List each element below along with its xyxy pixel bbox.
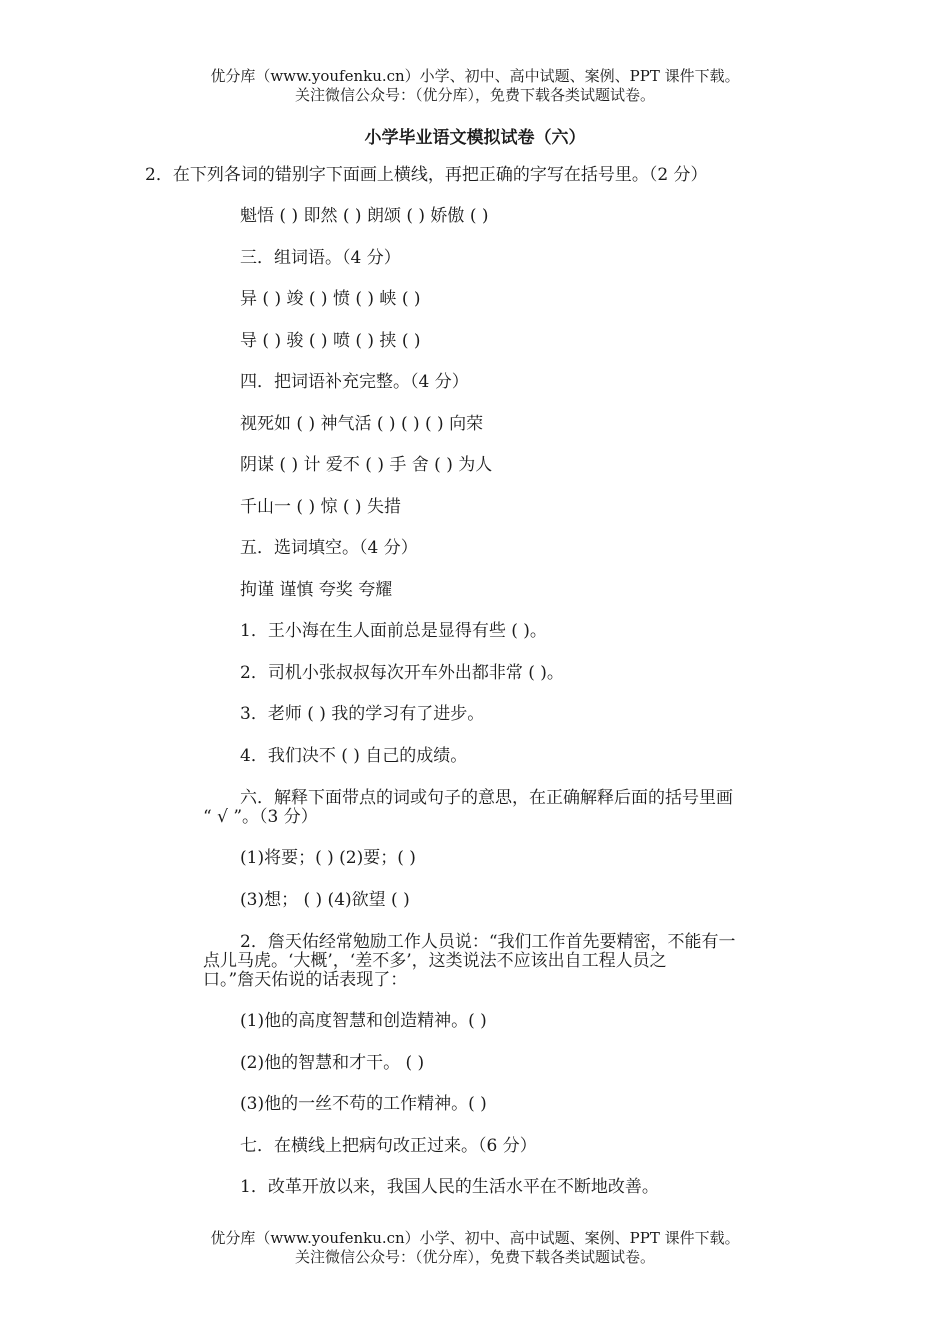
q5-sentence-4: 4．我们决不 ( ) 自己的成绩。	[240, 746, 468, 766]
q6-option-row-2: (3)想； ( ) (4)欲望 ( )	[240, 890, 410, 910]
q4-heading: 四．把词语补充完整。（4 分）	[240, 372, 469, 392]
q6-answer-3: (3)他的一丝不苟的工作精神。( )	[240, 1094, 487, 1114]
q6-option-row-1: (1)将要；( ) (2)要；( )	[240, 848, 416, 868]
footer-line-2: 关注微信公众号：（优分库），免费下载各类试题试卷。	[294, 1248, 655, 1266]
q5-sentence-1: 1．王小海在生人面前总是显得有些 ( )。	[240, 621, 547, 641]
q7-heading: 七．在横线上把病句改正过来。（6 分）	[240, 1136, 537, 1156]
q6-quote-line-2: 点儿马虎。‘大概’，‘差不多’，这类说法不应该出自工程人员之	[203, 951, 667, 971]
footer-line-1: 优分库（www.youfenku.cn）小学、初中、高中试题、案例、PPT 课件下载。	[210, 1229, 740, 1247]
q3-heading: 三．组词语。（4 分）	[240, 248, 401, 268]
q4-row-1: 视死如 ( ) 神气活 ( ) ( ) ( ) 向荣	[240, 414, 484, 434]
q5-sentence-2: 2．司机小张叔叔每次开车外出都非常 ( )。	[240, 663, 564, 683]
q6-heading-line-1: 六．解释下面带点的词或句子的意思，在正确解释后面的括号里画	[240, 788, 733, 808]
q2-words: 魁悟 ( ) 即然 ( ) 朗颂 ( ) 娇傲 ( )	[240, 206, 489, 226]
q6-answer-2: (2)他的智慧和才干。 ( )	[240, 1053, 425, 1073]
q5-sentence-3: 3．老师 ( ) 我的学习有了进步。	[240, 704, 485, 724]
q5-heading: 五．选词填空。（4 分）	[240, 538, 418, 558]
q6-answer-1: (1)他的高度智慧和创造精神。( )	[240, 1011, 487, 1031]
q6-quote-line-1: 2．詹天佑经常勉励工作人员说：“我们工作首先要精密，不能有一	[240, 932, 736, 952]
q4-row-2: 阴谋 ( ) 计 爱不 ( ) 手 舍 ( ) 为人	[240, 455, 493, 475]
q6-quote-line-3: 口。”詹天佑说的话表现了：	[203, 970, 408, 990]
header-line-1: 优分库（www.youfenku.cn）小学、初中、高中试题、案例、PPT 课件下载。	[210, 67, 740, 85]
q2-heading: 2．在下列各词的错别字下面画上横线，再把正确的字写在括号里。（2 分）	[145, 165, 708, 185]
q6-heading-line-2: “ √ ”。（3 分）	[203, 807, 318, 827]
q3-row-2: 导 ( ) 骏 ( ) 喷 ( ) 挟 ( )	[240, 331, 421, 351]
header-line-2: 关注微信公众号：（优分库），免费下载各类试题试卷。	[294, 86, 655, 104]
page-title: 小学毕业语文模拟试卷（六）	[364, 128, 586, 148]
q3-row-1: 异 ( ) 竣 ( ) 愤 ( ) 峡 ( )	[240, 289, 421, 309]
q5-options: 拘谨 谨慎 夸奖 夸耀	[240, 580, 393, 600]
q7-sentence-1: 1．改革开放以来，我国人民的生活水平在不断地改善。	[240, 1177, 659, 1197]
q4-row-3: 千山一 ( ) 惊 ( ) 失措	[240, 497, 401, 517]
